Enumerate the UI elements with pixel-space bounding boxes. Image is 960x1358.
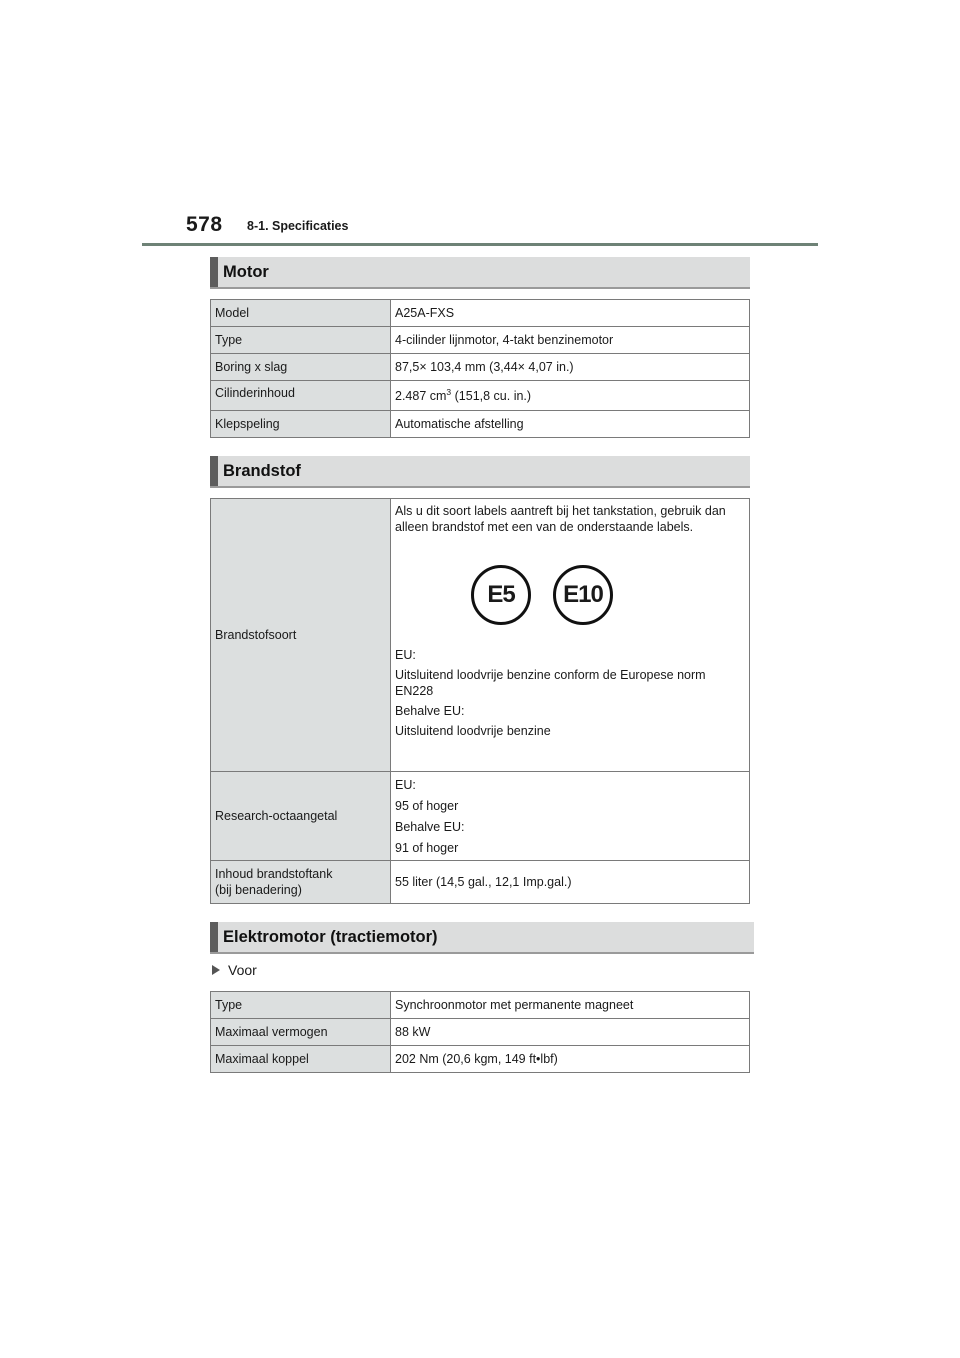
row-value: A25A-FXS (391, 300, 750, 327)
tank-label-line2: (bij benadering) (215, 883, 302, 897)
row-label: Type (211, 327, 391, 354)
section-title-elektromotor: Elektromotor (tractiemotor) (223, 928, 438, 946)
row-label: Model (211, 300, 391, 327)
octane-eu-value: 95 of hoger (395, 798, 459, 813)
row-value: Synchroonmotor met permanente magneet (391, 992, 750, 1019)
section-header-motor (210, 257, 750, 289)
row-value: 4-cilinder lijnmotor, 4-takt benzinemotor (391, 327, 750, 354)
non-eu-label: Behalve EU: (395, 704, 465, 718)
table-row (211, 354, 750, 381)
section-bar (210, 456, 218, 486)
octane-non-eu-label: Behalve EU: (395, 819, 465, 834)
front-note (212, 962, 257, 978)
header-rule (142, 243, 818, 246)
section-bar (210, 922, 218, 952)
fuel-label-badges (395, 559, 745, 639)
front-note-text: Voor (228, 962, 257, 978)
row-value (391, 381, 750, 411)
table-row (211, 861, 750, 904)
section-title-motor: Motor (223, 263, 269, 281)
table-row (211, 327, 750, 354)
fuel-intro-text: Als u dit soort labels aantreft bij het tankstation, gebruik dan alleen brandstof met een van de onderstaande labels. (395, 504, 726, 534)
row-label: Maximaal vermogen (211, 1019, 391, 1046)
displacement-imperial: (151,8 cu. in.) (451, 388, 532, 403)
row-label: Maximaal koppel (211, 1046, 391, 1073)
row-label: Klepspeling (211, 411, 391, 438)
table-row (211, 381, 750, 411)
section-header-brandstof (210, 456, 750, 488)
displacement-superscript: 3 (446, 386, 452, 397)
section-bar (210, 257, 218, 287)
tank-label-line1: Inhoud brandstoftank (215, 867, 333, 881)
eu-text: Uitsluitend loodvrije benzine conform de Europese norm EN228 (395, 668, 706, 698)
row-value: 55 liter (14,5 gal., 12,1 Imp.gal.) (391, 861, 750, 904)
page-number: 578 (186, 213, 223, 236)
octane-non-eu-value: 91 of hoger (395, 840, 459, 855)
table-row (211, 1046, 750, 1073)
table-row (211, 499, 750, 772)
row-value: 87,5× 103,4 mm (3,44× 4,07 in.) (391, 354, 750, 381)
row-label: Brandstofsoort (211, 499, 391, 772)
motor-spec-table (210, 299, 750, 438)
section-header-elektromotor (210, 922, 754, 954)
chapter-title: 8-1. Specificaties (247, 219, 349, 233)
row-value (391, 499, 750, 772)
row-value: 202 Nm (20,6 kgm, 149 ft•lbf) (391, 1046, 750, 1073)
row-value (391, 772, 750, 861)
row-label (211, 861, 391, 904)
non-eu-text: Uitsluitend loodvrije benzine (395, 724, 551, 738)
octane-eu-label: EU: (395, 777, 416, 792)
table-row (211, 992, 750, 1019)
eu-label: EU: (395, 648, 416, 662)
fuel-spec-table (210, 498, 750, 904)
displacement-value: 2.487 cm (395, 388, 447, 403)
row-label: Cilinderinhoud (211, 381, 391, 411)
table-row (211, 1019, 750, 1046)
row-label: Boring x slag (211, 354, 391, 381)
section-title-brandstof: Brandstof (223, 462, 301, 480)
table-row (211, 300, 750, 327)
row-value: Automatische afstelling (391, 411, 750, 438)
triangle-right-icon (212, 965, 220, 975)
e10-badge-icon: E10 (553, 565, 613, 625)
row-value: 88 kW (391, 1019, 750, 1046)
e5-badge-icon: E5 (471, 565, 531, 625)
row-label: Type (211, 992, 391, 1019)
table-row (211, 772, 750, 861)
row-label: Research-octaangetal (211, 772, 391, 861)
electric-motor-spec-table (210, 991, 750, 1073)
table-row (211, 411, 750, 438)
